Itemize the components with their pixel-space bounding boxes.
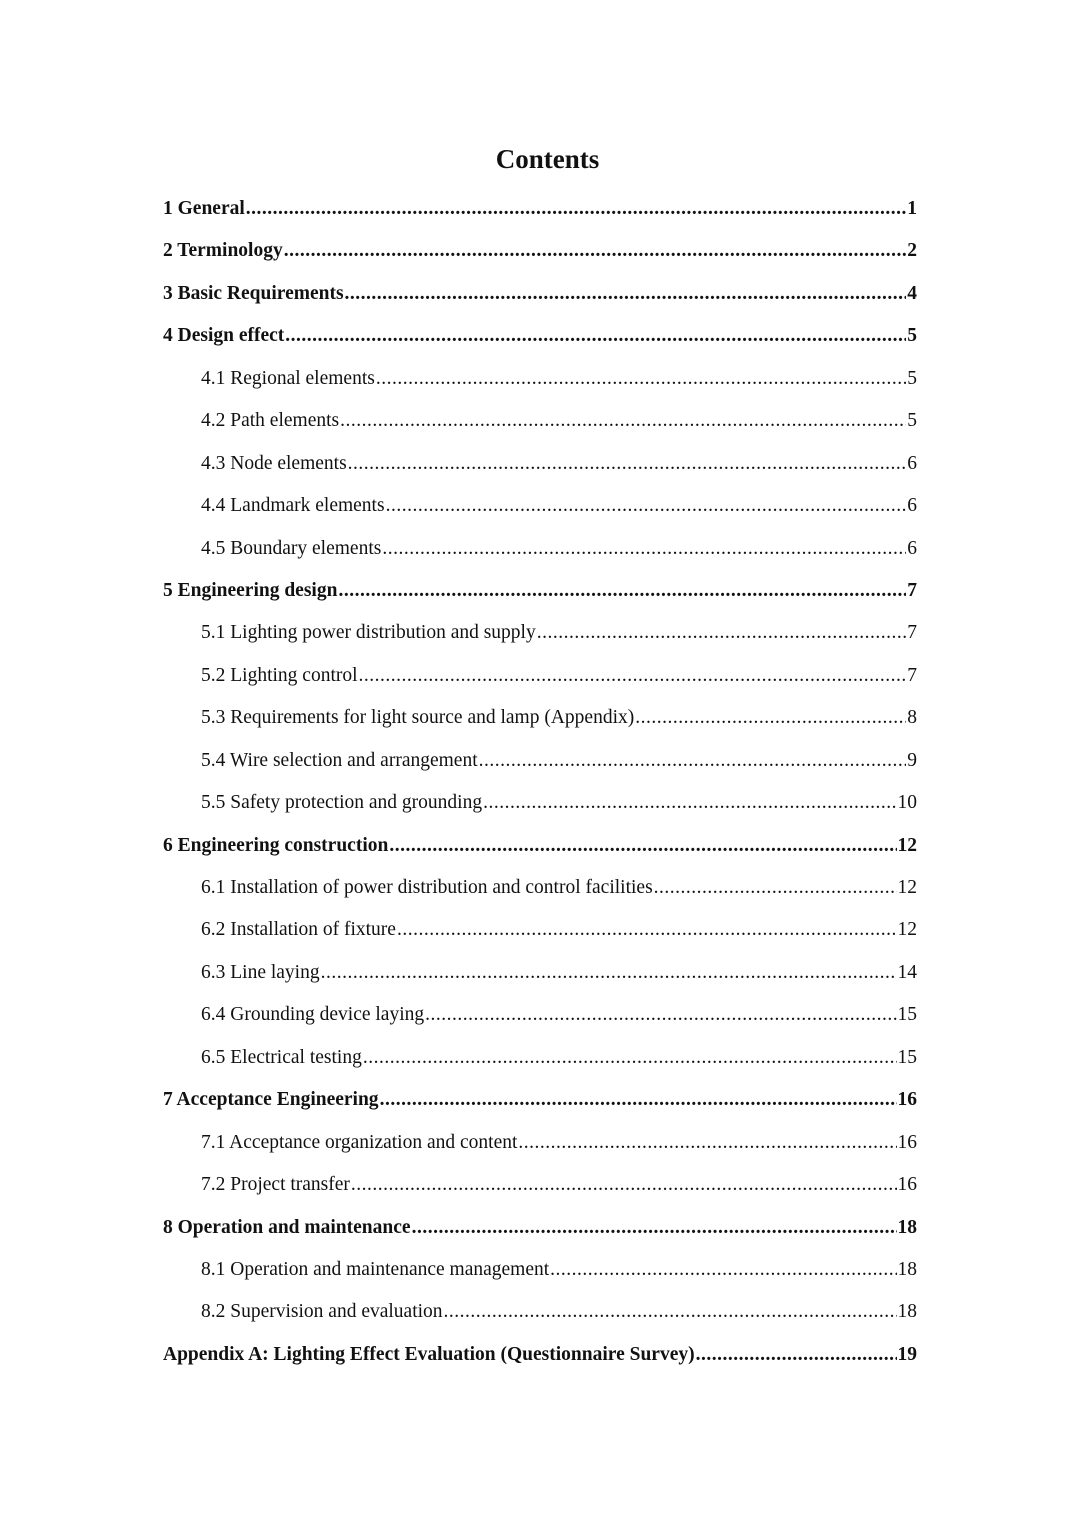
toc-page-number: 12 bbox=[897, 834, 917, 856]
toc-entry-section[interactable] bbox=[163, 443, 917, 485]
toc-entry-title: 1 General bbox=[163, 198, 245, 219]
toc-entry-section[interactable] bbox=[163, 1164, 917, 1206]
toc-dot-leader bbox=[382, 528, 906, 570]
toc-page-number: 19 bbox=[897, 1343, 917, 1365]
toc-dot-leader bbox=[635, 697, 906, 739]
toc-entry-title: Appendix A: Lighting Effect Evaluation (Questionnaire Survey) bbox=[163, 1343, 695, 1365]
toc-dot-leader bbox=[348, 443, 907, 485]
toc-entry-chapter[interactable] bbox=[163, 188, 917, 230]
toc-entry-chapter[interactable] bbox=[163, 570, 917, 612]
toc-dot-leader bbox=[397, 909, 897, 951]
toc-dot-leader bbox=[376, 358, 906, 400]
toc-page-number: 5 bbox=[907, 367, 917, 389]
toc-entry-title: 5.3 Requirements for light source and lamp (Appendix) bbox=[201, 707, 635, 729]
toc-entry-title: 7.1 Acceptance organization and content bbox=[201, 1131, 518, 1153]
toc-dot-leader bbox=[518, 1122, 896, 1164]
toc-page-number: 15 bbox=[897, 1046, 917, 1068]
toc-entry-section[interactable] bbox=[163, 782, 917, 824]
toc-dot-leader bbox=[389, 825, 896, 867]
toc-entry-title: 6.3 Line laying bbox=[201, 961, 320, 983]
toc-dot-leader bbox=[340, 400, 906, 442]
toc-entry-section[interactable] bbox=[163, 1122, 917, 1164]
toc-dot-leader bbox=[386, 485, 907, 527]
toc-entry-section[interactable] bbox=[163, 655, 917, 697]
toc-entry-chapter[interactable] bbox=[163, 825, 917, 867]
toc-entry-title: 7.2 Project transfer bbox=[201, 1174, 350, 1196]
toc-entry-title: 2 Terminology bbox=[163, 240, 283, 262]
toc-entry-title: 8 Operation and maintenance bbox=[163, 1216, 411, 1238]
toc-page-number: 16 bbox=[897, 1174, 917, 1196]
toc-dot-leader bbox=[363, 1037, 897, 1079]
toc-page-number: 6 bbox=[907, 537, 917, 559]
toc-entry-title: 6.2 Installation of fixture bbox=[201, 919, 396, 941]
toc-dot-leader bbox=[483, 782, 896, 824]
toc-entry-chapter[interactable] bbox=[163, 315, 917, 357]
page-title: Contents bbox=[495, 144, 600, 174]
toc-page-number: 18 bbox=[897, 1216, 917, 1238]
toc-entry-section[interactable] bbox=[163, 994, 917, 1036]
toc-entry-title: 5.4 Wire selection and arrangement bbox=[201, 749, 478, 771]
toc-entry-title: 5.5 Safety protection and grounding bbox=[201, 792, 483, 814]
toc-page-number: 5 bbox=[907, 410, 917, 432]
toc-entry-title: 5.1 Lighting power distribution and supply bbox=[201, 622, 536, 644]
toc-entry-section[interactable] bbox=[163, 1291, 917, 1333]
toc-entry-title: 5 Engineering design bbox=[163, 579, 338, 601]
toc-entry-section[interactable] bbox=[163, 400, 917, 442]
toc-entry-title: 6.1 Installation of power distribution and control facilities bbox=[201, 877, 653, 898]
toc-dot-leader bbox=[425, 994, 896, 1036]
toc-dot-leader bbox=[359, 655, 907, 697]
toc-page-number: 6 bbox=[907, 452, 917, 474]
toc-entry-title: 5.2 Lighting control bbox=[201, 664, 358, 686]
toc-entry-chapter[interactable] bbox=[163, 1334, 917, 1376]
toc-entry-section[interactable] bbox=[163, 485, 917, 527]
toc-dot-leader bbox=[654, 867, 897, 909]
toc-entry-title: 4.1 Regional elements bbox=[201, 367, 375, 389]
toc-dot-leader bbox=[479, 740, 907, 782]
toc-entry-section[interactable] bbox=[163, 528, 917, 570]
toc-dot-leader bbox=[696, 1334, 897, 1376]
toc-dot-leader bbox=[351, 1164, 897, 1206]
toc-page-number: 12 bbox=[897, 919, 917, 941]
toc-entry-title: 4.3 Node elements bbox=[201, 452, 347, 474]
toc-page-number: 4 bbox=[907, 282, 917, 304]
toc-entry-section[interactable] bbox=[163, 740, 917, 782]
toc-dot-leader bbox=[284, 230, 907, 272]
toc-entry-chapter[interactable] bbox=[163, 273, 917, 315]
toc-page-number: 14 bbox=[897, 961, 917, 983]
toc-dot-leader bbox=[338, 570, 906, 612]
toc-dot-leader bbox=[321, 952, 897, 994]
toc-entry-title: 8.2 Supervision and evaluation bbox=[201, 1301, 443, 1323]
toc-entry-title: 4 Design effect bbox=[163, 325, 285, 347]
toc-dot-leader bbox=[550, 1249, 896, 1291]
toc-page-number: 5 bbox=[907, 325, 917, 347]
toc-entry-section[interactable] bbox=[163, 612, 917, 654]
toc-entry-title: 3 Basic Requirements bbox=[163, 282, 344, 304]
toc-dot-leader bbox=[412, 1207, 897, 1249]
toc-dot-leader bbox=[246, 188, 906, 230]
toc-entry-title: 6.4 Grounding device laying bbox=[201, 1004, 425, 1026]
toc-entry-section[interactable] bbox=[163, 1249, 917, 1291]
toc-entry-chapter[interactable] bbox=[163, 1079, 917, 1121]
toc-page-number: 7 bbox=[907, 664, 917, 686]
toc-page-number: 15 bbox=[897, 1004, 917, 1026]
toc-entry-section[interactable] bbox=[163, 1037, 917, 1079]
toc-entry-chapter[interactable] bbox=[163, 1207, 917, 1249]
toc-entry-title: 8.1 Operation and maintenance management bbox=[201, 1258, 550, 1280]
toc-dot-leader bbox=[537, 612, 907, 654]
toc-dot-leader bbox=[444, 1291, 897, 1333]
toc-page-number: 18 bbox=[897, 1258, 917, 1280]
toc-page-number: 10 bbox=[897, 792, 917, 814]
toc-entry-chapter[interactable] bbox=[163, 230, 917, 272]
toc-entry-title: 6.5 Electrical testing bbox=[201, 1046, 362, 1068]
toc-page-number: 1 bbox=[907, 198, 917, 219]
toc-page-number: 8 bbox=[907, 707, 917, 729]
toc-entry-title: 4.2 Path elements bbox=[201, 410, 340, 432]
toc-entry-section[interactable] bbox=[163, 952, 917, 994]
toc-dot-leader bbox=[285, 315, 906, 357]
toc-page-number: 9 bbox=[907, 749, 917, 771]
toc-entry-section[interactable] bbox=[163, 909, 917, 951]
toc-entry-title: 7 Acceptance Engineering bbox=[163, 1089, 379, 1111]
toc-page-number: 18 bbox=[897, 1301, 917, 1323]
toc-dot-leader bbox=[345, 273, 907, 315]
toc-page-number: 2 bbox=[907, 240, 917, 262]
toc-entry-section[interactable] bbox=[163, 358, 917, 400]
toc-dot-leader bbox=[380, 1079, 897, 1121]
toc-page-number: 7 bbox=[907, 579, 917, 601]
toc-entry-title: 4.4 Landmark elements bbox=[201, 495, 385, 517]
toc-entry-title: 4.5 Boundary elements bbox=[201, 537, 382, 559]
toc-entry-title: 6 Engineering construction bbox=[163, 834, 389, 856]
table-of-contents bbox=[163, 188, 917, 1376]
toc-page-number: 6 bbox=[907, 495, 917, 517]
toc-page-number: 12 bbox=[897, 877, 917, 898]
toc-page-number: 7 bbox=[907, 622, 917, 644]
toc-page-number: 16 bbox=[897, 1089, 917, 1111]
toc-entry-section[interactable] bbox=[163, 697, 917, 739]
toc-page-number: 16 bbox=[897, 1131, 917, 1153]
toc-entry-section[interactable] bbox=[163, 867, 917, 909]
